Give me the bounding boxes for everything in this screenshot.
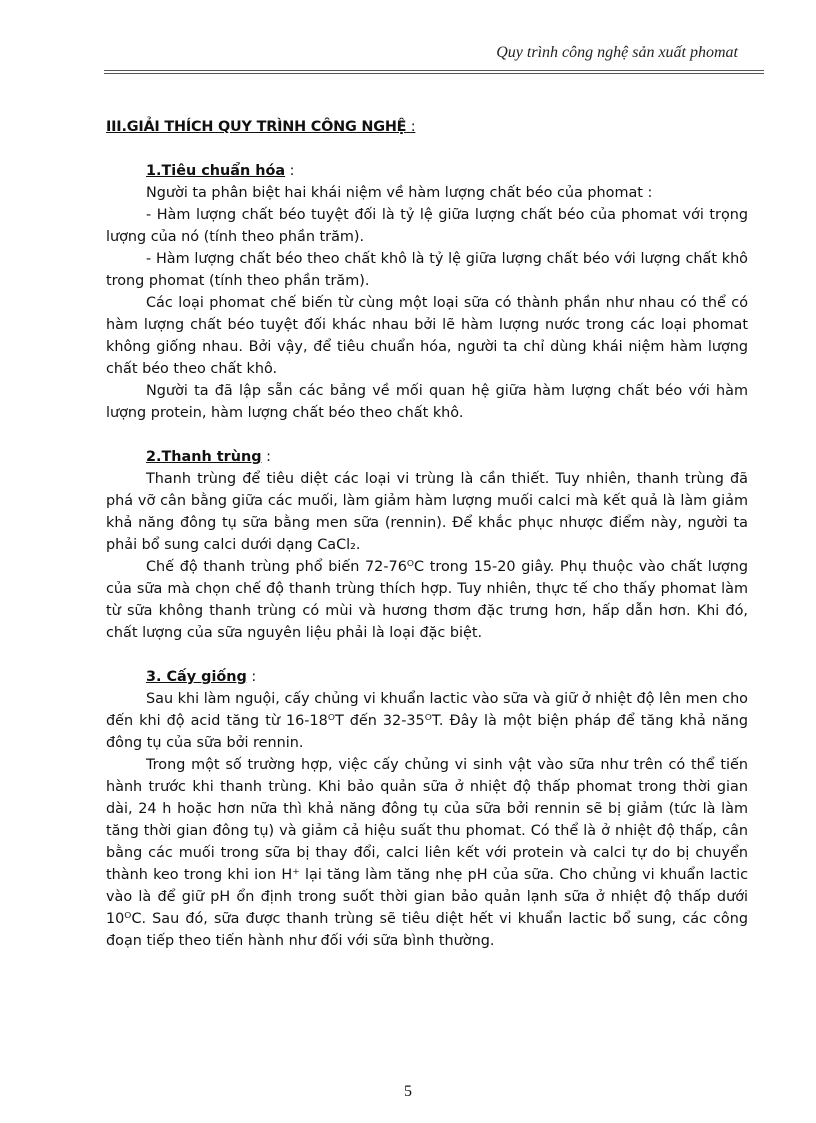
main-heading bbox=[106, 116, 748, 138]
paragraph: - Hàm lượng chất béo tuyệt đối là tỷ lệ giữa lượng chất béo của phomat với trọng lượng của nó (tính theo phần trăm). bbox=[106, 207, 748, 245]
paragraph: Sau khi làm nguội, cấy chủng vi khuẩn lactic vào sữa và giữ ở nhiệt độ lên men cho đến khi độ acid tăng từ 16-18ᴼT đến 32-35ᴼT. Đây là một biện pháp để tăng khả năng đông tụ của sữa bởi rennin. bbox=[106, 691, 748, 751]
page-number: 5 bbox=[404, 1083, 412, 1100]
section-pasteurization bbox=[106, 446, 748, 644]
section-heading: 3. Cấy giống : bbox=[146, 669, 257, 685]
paragraph: Trong một số trường hợp, việc cấy chủng vi sinh vật vào sữa như trên có thể tiến hành trước khi thanh trùng. Khi bảo quản sữa ở nhiệt độ thấp phomat trong thời gian dài, 24 h hoặc hơn nữa thì khả năng đông tụ của sữa bởi rennin sẽ bị giảm (tức là làm tăng thời gian đông tụ) và giảm cả hiệu suất thu phomat. Có thể là ở nhiệt độ thấp, cân bằng các muối trong sữa bị thay đổi, calci liên kết với protein và calci tự do bị chuyển thành keo trong khi ion H⁺ lại tăng làm tăng nhẹ pH của sữa. Cho chủng vi khuẩn lactic vào là để giữ pH ổn định trong suốt thời gian bảo quản lạnh sữa ở nhiệt độ thấp dưới 10ᴼC. Sau đó, sữa được thanh trùng sẽ tiêu diệt hết vi khuẩn lactic bổ sung, các công đoạn tiếp theo tiến hành như đối với sữa bình thường. bbox=[106, 757, 748, 949]
paragraph: Người ta đã lập sẵn các bảng về mối quan hệ giữa hàm lượng chất béo với hàm lượng protein, hàm lượng chất béo theo chất khô. bbox=[106, 383, 748, 421]
paragraph: Người ta phân biệt hai khái niệm về hàm lượng chất béo của phomat : bbox=[146, 185, 653, 201]
paragraph: Thanh trùng để tiêu diệt các loại vi trùng là cần thiết. Tuy nhiên, thanh trùng đã phá vỡ cân bằng giữa các muối, làm giảm hàm lượng muối calci mà kết quả là làm giảm khả năng đông tụ sữa bằng men sữa (rennin). Để khắc phục nhược điểm này, người ta phải bổ sung calci dưới dạng CaCl₂. bbox=[106, 471, 748, 553]
section-standardization bbox=[106, 160, 748, 424]
running-header-title: Quy trình công nghệ sản xuất phomat bbox=[496, 44, 738, 61]
header-rule-top bbox=[104, 70, 764, 71]
header-rule-bottom bbox=[104, 73, 764, 74]
paragraph: Chế độ thanh trùng phổ biến 72-76ᴼC trong 15-20 giây. Phụ thuộc vào chất lượng của sữa mà chọn chế độ thanh trùng thích hợp. Tuy nhiên, thực tế cho thấy phomat làm từ sữa không thanh trùng có mùi và hương thơm đặc trưng hơn, hấp dẫn hơn. Khi đó, chất lượng của sữa nguyên liệu phải là loại đặc biệt. bbox=[106, 559, 748, 641]
document-body bbox=[106, 116, 748, 974]
section-heading: 1.Tiêu chuẩn hóa : bbox=[146, 163, 295, 179]
section-heading: 2.Thanh trùng : bbox=[146, 449, 271, 465]
paragraph: - Hàm lượng chất béo theo chất khô là tỷ lệ giữa lượng chất béo với lượng chất khô trong phomat (tính theo phần trăm). bbox=[106, 251, 748, 289]
section-inoculation bbox=[106, 666, 748, 952]
paragraph: Các loại phomat chế biến từ cùng một loại sữa có thành phần như nhau có thể có hàm lượng chất béo tuyệt đối khác nhau bởi lẽ hàm lượng nước trong các loại phomat không giống nhau. Bởi vậy, để tiêu chuẩn hóa, người ta chỉ dùng khái niệm hàm lượng chất béo theo chất khô. bbox=[106, 295, 748, 377]
main-heading-label: III.GIẢI THÍCH QUY TRÌNH CÔNG NGHỆ bbox=[106, 119, 407, 135]
main-heading-colon: : bbox=[410, 119, 416, 135]
